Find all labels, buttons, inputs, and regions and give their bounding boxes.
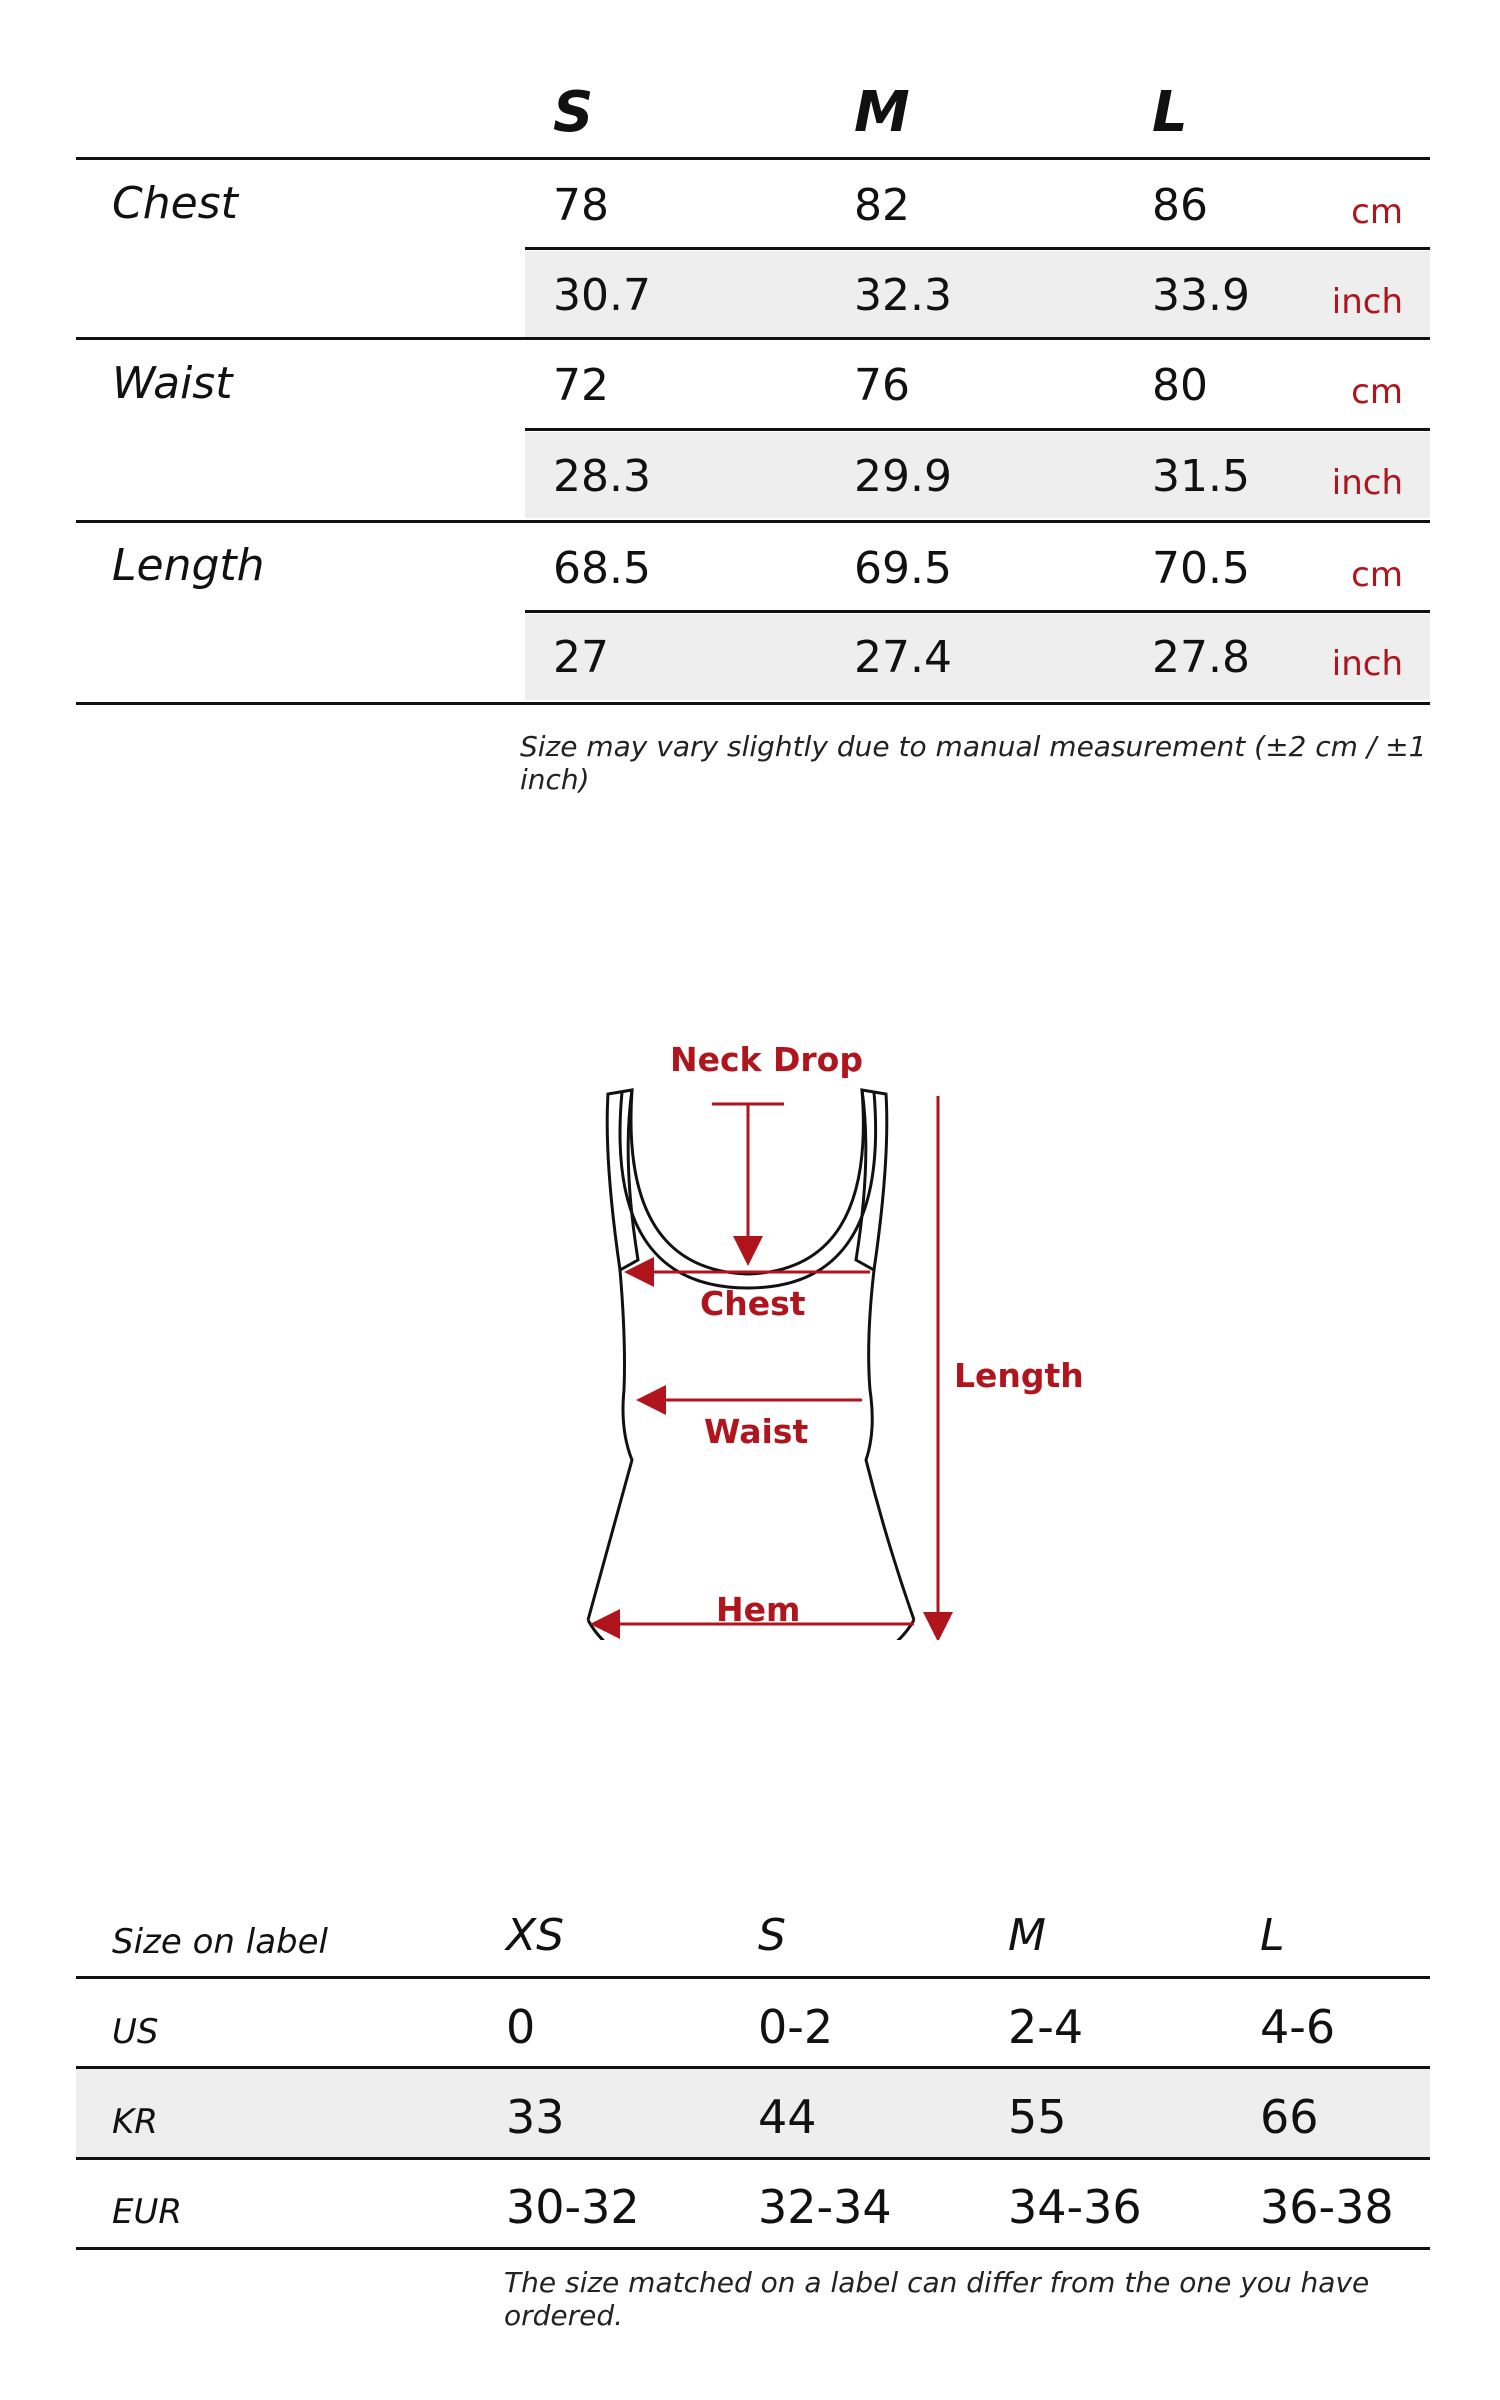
conv-header-l: L (1260, 1910, 1285, 1961)
chest-cm-unit: cm (1351, 192, 1403, 232)
length-cm-unit: cm (1351, 555, 1403, 595)
eur-s: 32-34 (758, 2180, 892, 2234)
kr-xs: 33 (506, 2090, 565, 2144)
chest-bottom-rule (76, 337, 1430, 340)
measurement-note: Size may vary slightly due to manual measurement (±2 cm / ±1 inch) (520, 730, 1427, 796)
waist-cm-unit: cm (1351, 372, 1403, 412)
conv-header-m: M (1008, 1910, 1046, 1961)
length-inch-m: 27.4 (854, 632, 952, 683)
waist-diagram-label: Waist (704, 1412, 809, 1451)
kr-label: KR (112, 2102, 158, 2142)
length-inch-l: 27.8 (1152, 632, 1250, 683)
size-header-m: M (854, 80, 910, 145)
us-l: 4-6 (1260, 2000, 1336, 2054)
length-cm-m: 69.5 (854, 543, 952, 594)
chest-label: Chest (112, 178, 238, 229)
hem-diagram-label: Hem (716, 1590, 801, 1629)
conv-bottom-rule (76, 2247, 1430, 2250)
conversion-note: The size matched on a label can differ from the one you have ordered. (504, 2266, 1370, 2332)
size-on-label-header: Size on label (112, 1922, 328, 1962)
kr-row-bg (76, 2069, 1430, 2157)
waist-sub-rule (525, 428, 1430, 431)
chest-cm-s: 78 (553, 180, 609, 231)
waist-inch-row-bg (525, 432, 1430, 518)
us-label: US (112, 2012, 159, 2052)
chest-diagram-label: Chest (700, 1284, 806, 1323)
waist-inch-m: 29.9 (854, 451, 952, 502)
chest-cm-l: 86 (1152, 180, 1208, 231)
length-sub-rule (525, 610, 1430, 613)
waist-bottom-rule (76, 520, 1430, 523)
eur-xs: 30-32 (506, 2180, 640, 2234)
chest-inch-row-bg (525, 251, 1430, 337)
chest-inch-s: 30.7 (553, 270, 651, 321)
eur-m: 34-36 (1008, 2180, 1142, 2234)
chest-cm-m: 82 (854, 180, 910, 231)
chest-inch-m: 32.3 (854, 270, 952, 321)
tank-top-diagram (560, 1020, 1100, 1640)
waist-inch-l: 31.5 (1152, 451, 1250, 502)
chest-inch-l: 33.9 (1152, 270, 1250, 321)
conv-header-xs: XS (506, 1910, 565, 1961)
size-header-s: S (553, 80, 594, 145)
conv-header-s: S (758, 1910, 786, 1961)
chest-inch-unit: inch (1331, 282, 1403, 322)
kr-l: 66 (1260, 2090, 1319, 2144)
size-conversion-table (76, 1880, 1430, 2332)
waist-cm-m: 76 (854, 360, 910, 411)
chest-sub-rule (525, 247, 1430, 250)
length-inch-s: 27 (553, 632, 609, 683)
eur-label: EUR (112, 2192, 182, 2232)
waist-inch-unit: inch (1331, 463, 1403, 503)
garment-outline (588, 1090, 914, 1640)
length-cm-s: 68.5 (553, 543, 651, 594)
length-label: Length (112, 540, 265, 591)
kr-s: 44 (758, 2090, 817, 2144)
length-inch-unit: inch (1331, 644, 1403, 684)
size-header-l: L (1152, 80, 1188, 145)
waist-cm-l: 80 (1152, 360, 1208, 411)
conv-top-rule (76, 1976, 1430, 1979)
kr-bottom-rule (76, 2157, 1430, 2160)
tank-top-illustration (560, 1020, 1100, 1640)
waist-label: Waist (112, 358, 233, 409)
us-xs: 0 (506, 2000, 536, 2054)
kr-m: 55 (1008, 2090, 1067, 2144)
length-diagram-label: Length (954, 1356, 1084, 1395)
waist-inch-s: 28.3 (553, 451, 651, 502)
neck-drop-label: Neck Drop (670, 1040, 863, 1079)
eur-l: 36-38 (1260, 2180, 1394, 2234)
waist-cm-s: 72 (553, 360, 609, 411)
length-cm-l: 70.5 (1152, 543, 1250, 594)
length-inch-row-bg (525, 614, 1430, 700)
table-bottom-rule (76, 702, 1430, 705)
us-s: 0-2 (758, 2000, 834, 2054)
table-top-rule (76, 157, 1430, 160)
us-m: 2-4 (1008, 2000, 1084, 2054)
